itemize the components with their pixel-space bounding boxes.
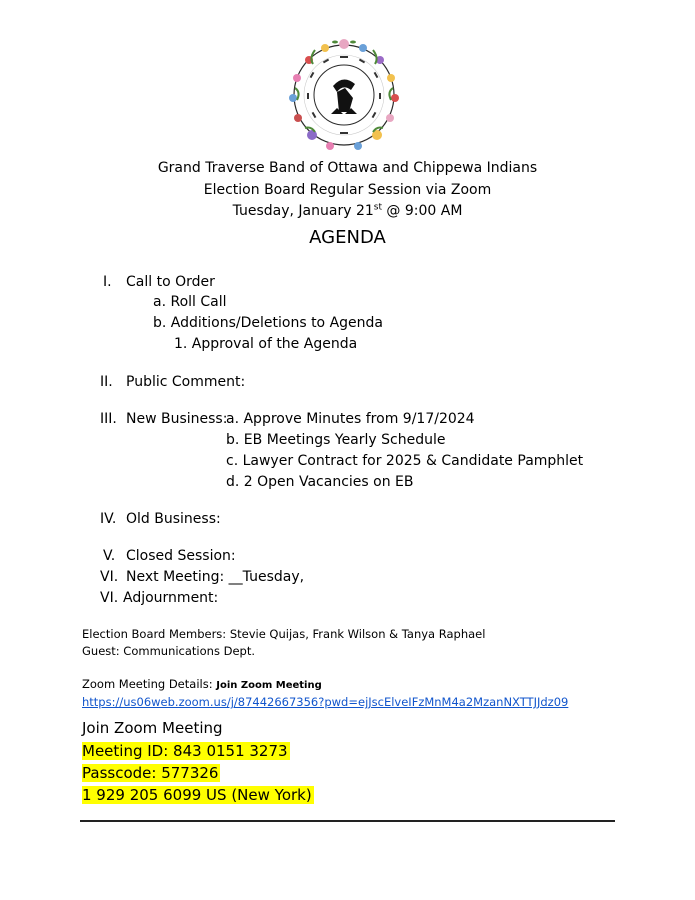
meeting-date-main: Tuesday, January 21 [232, 203, 374, 219]
item-i-a: a. Roll Call [153, 294, 227, 310]
dial-in-text: 1 929 205 6099 US (New York) [82, 786, 312, 804]
passcode [82, 764, 220, 782]
item-ii-text: Public Comment: [126, 374, 246, 390]
zoom-details [82, 677, 322, 691]
item-vi-2-number: VI. [100, 590, 119, 606]
zoom-meeting-link[interactable]: https://us06web.zoom.us/j/87442667356?pwd=ejJscElveIFzMnM4a2MzanNXTTJJdz09 [82, 695, 569, 709]
item-iii-text: New Business: [126, 411, 228, 427]
item-v-text: Closed Session: [126, 548, 236, 564]
tribal-seal-logo-icon [285, 36, 403, 154]
item-iii-b: b. EB Meetings Yearly Schedule [226, 432, 446, 448]
dial-in-number [82, 786, 314, 804]
item-iv-number: IV. [100, 511, 117, 527]
item-vi-2-text: Adjournment: [123, 590, 219, 606]
zoom-details-label: Zoom Meeting Details: [82, 677, 217, 691]
guest-line: Guest: Communications Dept. [82, 644, 255, 658]
board-members: Election Board Members: Stevie Quijas, Frank Wilson & Tanya Raphael [82, 627, 486, 641]
session-name: Election Board Regular Session via Zoom [203, 182, 492, 198]
join-zoom-heading: Join Zoom Meeting [82, 719, 223, 737]
page-title: AGENDA [309, 227, 386, 248]
item-iv-text: Old Business: [126, 511, 221, 527]
item-iii-a: a. Approve Minutes from 9/17/2024 [226, 411, 475, 427]
item-iii-number: III. [100, 411, 117, 427]
item-iii-d: d. 2 Open Vacancies on EB [226, 474, 414, 490]
meeting-id-text: Meeting ID: 843 0151 3273 [82, 742, 288, 760]
meeting-id [82, 742, 290, 760]
item-vi-number: VI. [100, 569, 119, 585]
item-v-number: V. [103, 548, 116, 564]
item-iii-c: c. Lawyer Contract for 2025 & Candidate Pamphlet [226, 453, 584, 469]
item-i-number: I. [103, 274, 112, 290]
meeting-date-suffix: st [373, 202, 382, 213]
item-i-b-1: 1. Approval of the Agenda [174, 336, 358, 352]
org-name: Grand Traverse Band of Ottawa and Chippewa Indians [157, 160, 538, 176]
meeting-date-time: @ 9:00 AM [381, 203, 463, 219]
item-vi-text: Next Meeting: __Tuesday, [126, 569, 305, 585]
item-ii-number: II. [100, 374, 113, 390]
bottom-divider [80, 820, 615, 822]
zoom-details-bold: Join Zoom Meeting [216, 680, 322, 691]
item-i-text: Call to Order [126, 274, 215, 290]
item-i-b: b. Additions/Deletions to Agenda [153, 315, 383, 331]
meeting-date [0, 203, 695, 219]
passcode-text: Passcode: 577326 [82, 764, 219, 782]
